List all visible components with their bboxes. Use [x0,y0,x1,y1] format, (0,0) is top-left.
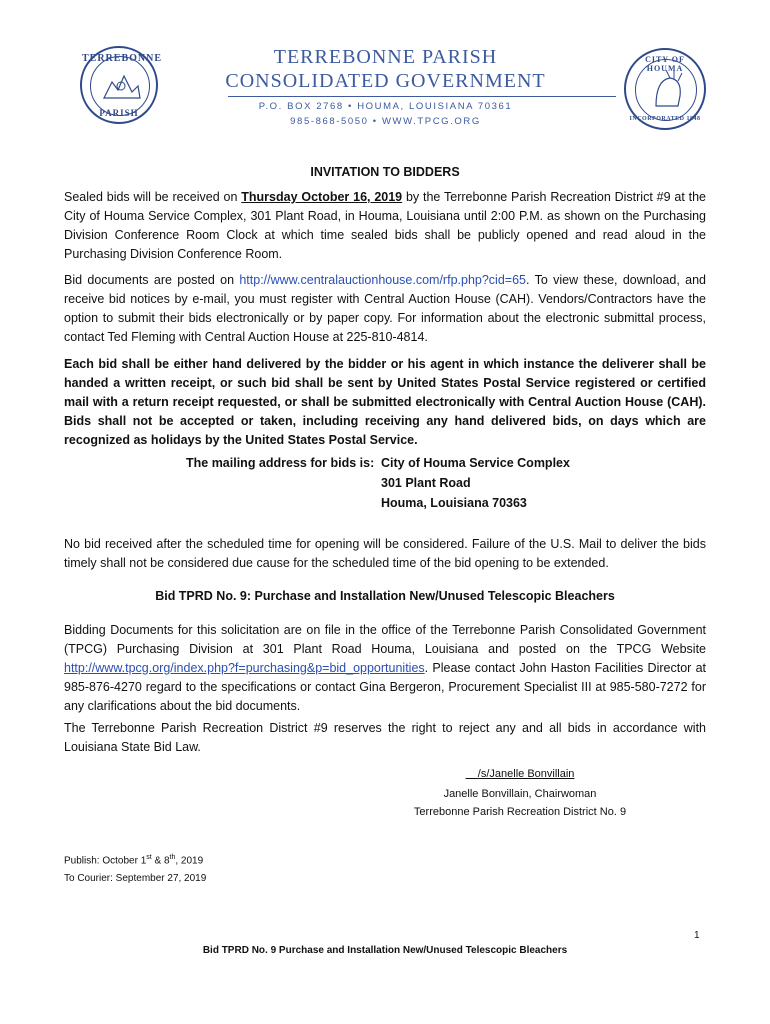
p1-text-before: Sealed bids will be received on [64,190,242,204]
city-seal-icon [624,48,706,130]
publish-suffix: , 2019 [175,855,204,867]
p2-text-after: . To view these, download, and receive bid notices by e-mail, you must register with Central Auction House (CAH). Vendors/Contractors have the option to submit their bids electronically or by paper copy. For information about the electronic submittal process, contact Ted Fleming with Central Auction House at 225-810-4814. [64,273,706,344]
publish-mid: & 8 [151,855,170,867]
left-seal-top-text: TERREBONNE [82,53,163,64]
letterhead-line-2: CONSOLIDATED GOVERNMENT [225,70,546,92]
bid-subheading: Bid TPRD No. 9: Purchase and Installation New/Unused Telescopic Bleachers [155,589,615,603]
publish-sup-2: th [169,854,176,861]
signatory-name: Janelle Bonvillain, Chairwoman [443,788,597,800]
parish-seal-icon [80,46,163,124]
bid-date: Thursday October 16, 2019 [241,190,403,204]
letterhead-contact: 985-868-5050 • WWW.TPCG.ORG [290,116,481,127]
signatory-organization: Terrebonne Parish Recreation District No. 9 [413,806,627,818]
publish-prefix: Publish: October 1 [64,855,147,867]
p6-text-before: Bidding Documents for this solicitation are on file in the office of the Terrebonne Parish Consolidated Government (TPCG) Purchasing Division at 301 Plant Road Houma, Louisiana and posted on the TPCG Website [64,623,706,656]
mailing-line-1: City of Houma Service Complex [381,456,570,470]
document-title: INVITATION TO BIDDERS [310,165,460,179]
paragraph-bid-receipt [64,188,706,264]
publish-sup-1: st [146,854,152,861]
tpcg-purchasing-link[interactable]: http://www.tpcg.org/index.php?f=purchasing&p=bid_opportunities [64,661,425,675]
page-number: 1 [694,930,700,941]
signature-text: /s/Janelle Bonvillain [477,768,575,780]
paragraph-delivery-terms: Each bid shall be either hand delivered by the bidder or his agent in which instance the deliverer shall be handed a written receipt, or such bid shall be sent by United States Postal Service registered or certified mail with a return receipt requested, or shall be submitted electronically with Central Auction House (CAH). Bids shall not be accepted or taken, including receiving any hand delivered bids, on days which are recognized as holidays by the United States Postal Service. [64,357,706,447]
p2-text-before: Bid documents are posted on [64,273,240,287]
p6-text-after: . Please contact John Haston Facilities Director at 985-876-4270 regard to the specifications or contact Gina Bergeron, Procurement Specialist III at 985-580-7272 for any clarifications about the bid documents. [64,661,706,713]
paragraph-reservation: The Terrebonne Parish Recreation District #9 reserves the right to reject any and all bids in accordance with Louisiana State Bid Law. [64,721,706,754]
central-auction-link[interactable]: http://www.centralauctionhouse.com/rfp.php?cid=65 [239,273,526,287]
letterhead-rule [228,96,616,97]
paragraph-bidding-documents [64,621,706,716]
letterhead-address: P.O. BOX 2768 • HOUMA, LOUISIANA 70361 [258,101,513,112]
paragraph-late-bids: No bid received after the scheduled time for opening will be considered. Failure of the U.S. Mail to deliver the bids timely shall not be considered due cause for the scheduled time of the bid opening to be extended. [64,537,706,570]
page-footer: Bid TPRD No. 9 Purchase and Installation New/Unused Telescopic Bleachers [202,945,568,956]
courier-date: To Courier: September 27, 2019 [64,873,207,884]
right-seal-bottom-text: INCORPORATED 1848 [629,116,701,122]
right-seal-top-text: CITY OF HOUMA [645,55,685,73]
signature-line [380,768,660,780]
publish-dates [64,854,203,866]
p1-text-after: by the Terrebonne Parish Recreation District #9 at the City of Houma Service Complex, 301 Plant Road, in Houma, Louisiana until 2:00 P.M. as shown on the Purchasing Division Conference Room Clock at which time sealed bids shall be publicly opened and read aloud in the Purchasing Division Conference Room. [64,190,706,261]
mailing-line-3: Houma, Louisiana 70363 [381,496,527,510]
letterhead-line-1: TERREBONNE PARISH [273,46,498,68]
left-seal-bottom-text: PARISH [99,108,139,118]
paragraph-bid-documents [64,271,706,347]
mailing-line-2: 301 Plant Road [381,476,471,490]
mailing-label: The mailing address for bids is: [186,456,375,470]
